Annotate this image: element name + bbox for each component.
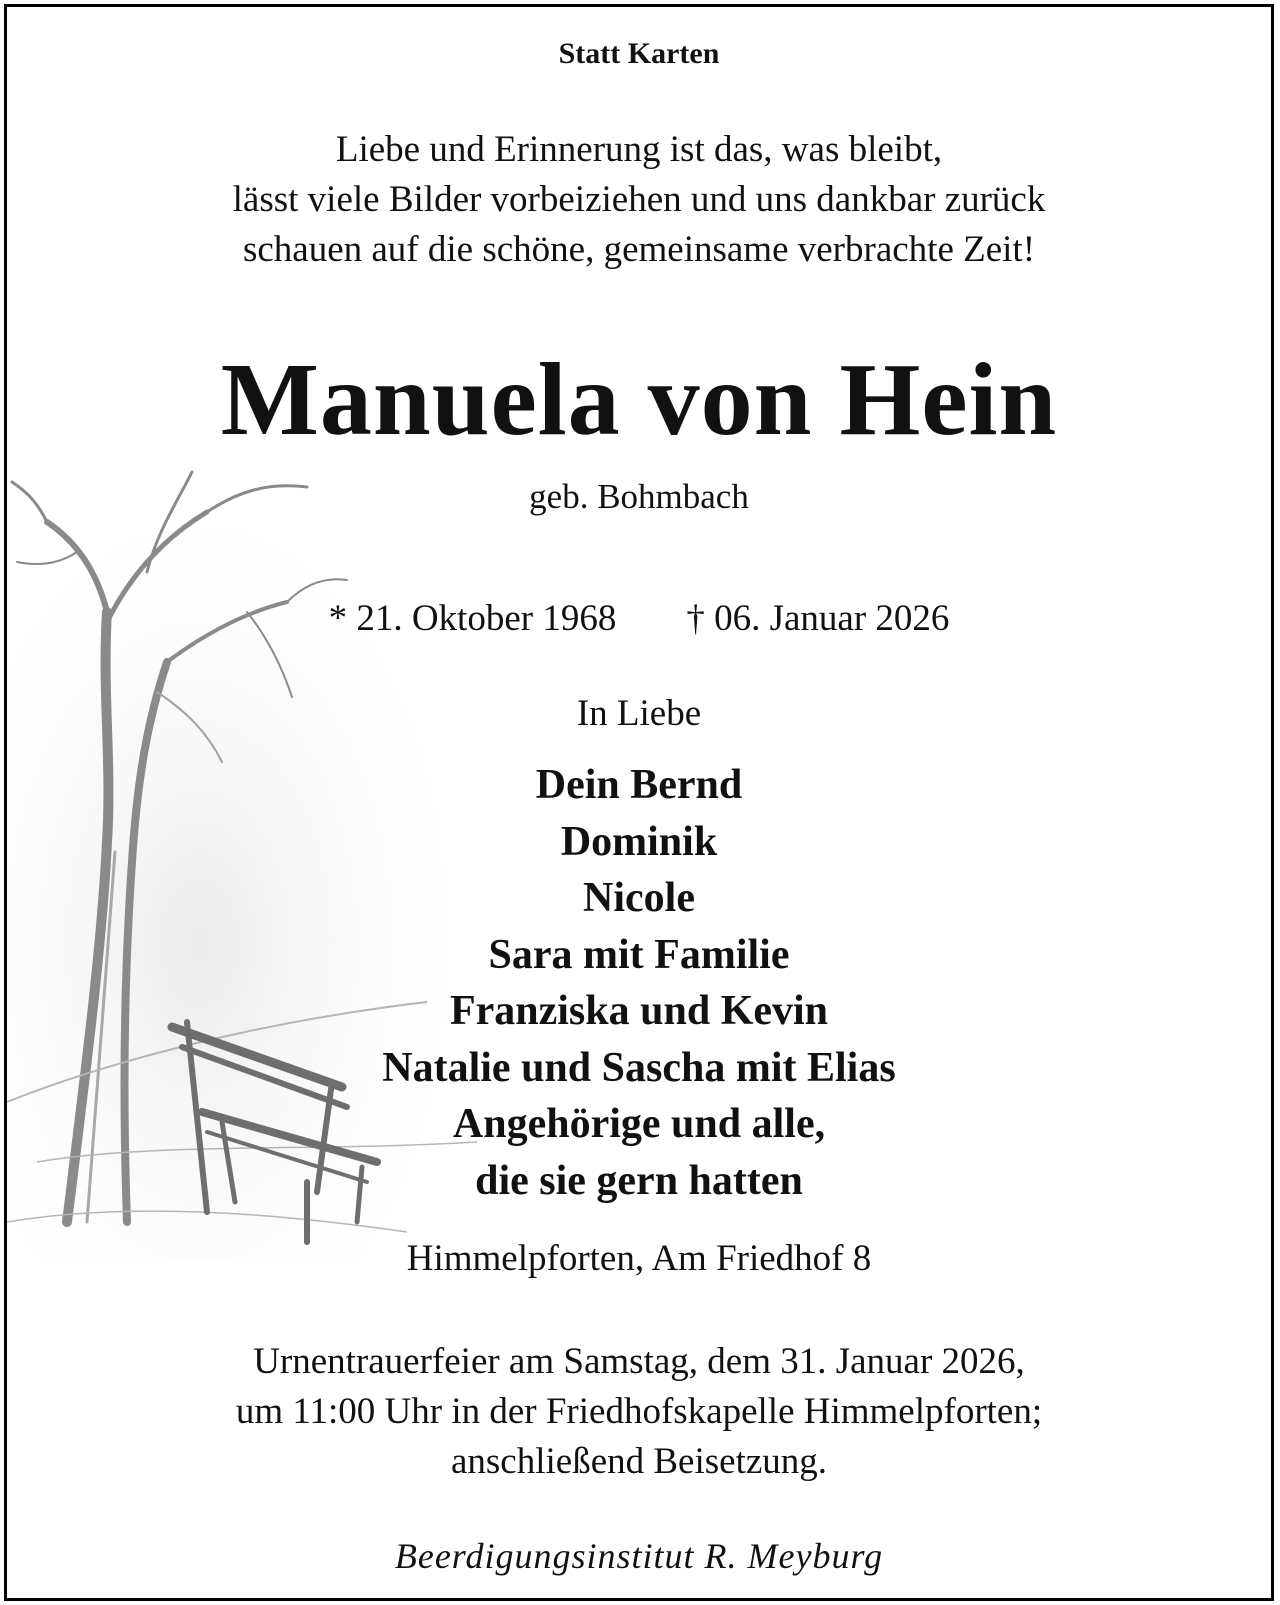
mourner-item: Franziska und Kevin [449, 988, 829, 1034]
ceremony-line: Urnentrauerfeier am Samstag, dem 31. Januar 2026, [253, 1341, 1025, 1382]
life-dates [7, 597, 1271, 640]
address: Himmelpforten, Am Friedhof 8 [406, 1238, 872, 1279]
mourner-item: Dominik [560, 818, 718, 865]
obituary-notice [4, 4, 1274, 1601]
header-statt-karten: Statt Karten [558, 37, 720, 70]
birth-date: * 21. Oktober 1968 [328, 598, 617, 639]
memorial-quote [7, 125, 1271, 275]
death-date: † 06. Januar 2026 [686, 598, 950, 639]
funeral-home-signature: Beerdigungsinstitut R. Meyburg [394, 1536, 884, 1576]
quote-line: lässt viele Bilder vorbeiziehen und uns dankbar zurück [232, 179, 1046, 220]
ceremony-line: anschließend Beisetzung. [450, 1441, 828, 1482]
mourner-item: Natalie und Sascha mit Elias [382, 1044, 896, 1091]
mourner-item: Angehörige und alle, [452, 1101, 826, 1147]
quote-line: Liebe und Erinnerung ist das, was bleibt, [335, 129, 943, 170]
mourner-item: Dein Bernd [535, 762, 743, 808]
mourner-item: Nicole [583, 875, 695, 921]
deceased-name: Manuela von Hein [220, 342, 1058, 457]
ceremony-line: um 11:00 Uhr in der Friedhofskapelle Himmelpforten; [235, 1391, 1043, 1432]
quote-line: schauen auf die schöne, gemeinsame verbrachte Zeit! [242, 229, 1036, 270]
mourner-item: die sie gern hatten [475, 1157, 803, 1204]
birth-name: geb. Bohmbach [529, 477, 749, 516]
in-love-line: In Liebe [576, 693, 702, 734]
ceremony-details [7, 1337, 1271, 1487]
mourner-item: Sara mit Familie [488, 931, 790, 978]
mourners-list [7, 757, 1271, 1209]
